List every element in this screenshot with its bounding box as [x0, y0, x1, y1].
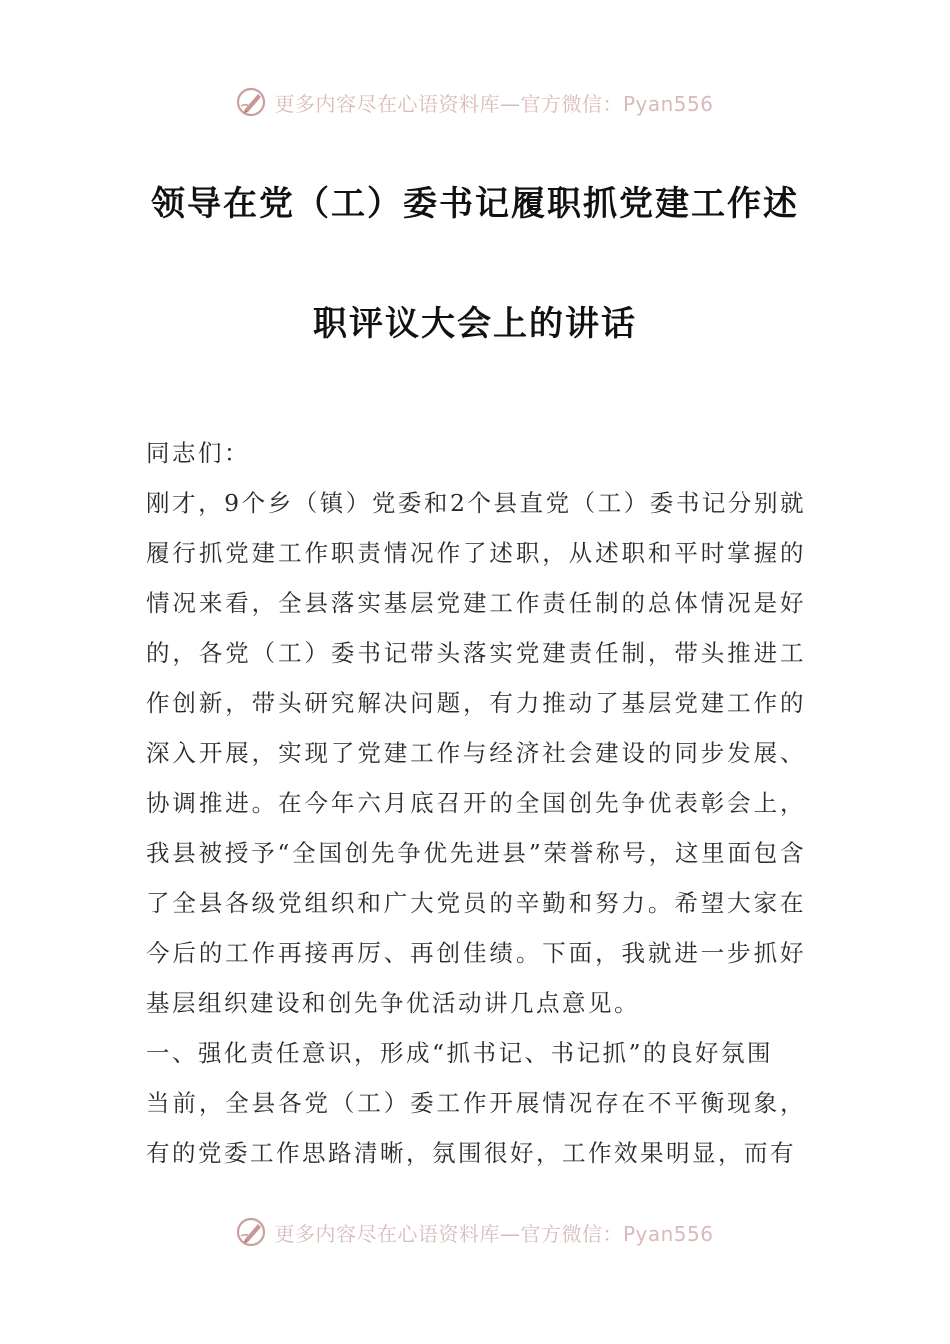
watermark-text: 更多内容尽在心语资料库—官方微信：Pyan556 — [274, 91, 714, 116]
pen-logo-icon — [236, 86, 268, 118]
pen-logo-icon — [236, 1216, 268, 1248]
document-title-line-1: 领导在党（工）委书记履职抓党建工作述 — [151, 184, 799, 224]
document-body — [146, 428, 806, 1178]
watermark-header — [0, 82, 950, 122]
paragraph: 刚才，9个乡（镇）党委和2个县直党（工）委书记分别就履行抓党建工作职责情况作了述职，从述职和平时掌握的情况来看，全县落实基层党建工作责任制的总体情况是好的，各党（工）委书记带头落实党建责任制，带头推进工作创新，带头研究解决问题，有力推动了基层党建工作的深入开展，实现了党建工作与经济社会建设的同步发展、协调推进。在今年六月底召开的全国创先争优表彰会上，我县被授予“全国创先争优先进县”荣誉称号，这里面包含了全县各级党组织和广大党员的辛勤和努力。希望大家在今后的工作再接再厉、再创佳绩。下面，我就进一步抓好基层组织建设和创先争优活动讲几点意见。 — [146, 489, 806, 1017]
section-heading: 一、强化责任意识，形成“抓书记、书记抓”的良好氛围 — [146, 1039, 774, 1067]
document-title-line-2: 职评议大会上的讲话 — [313, 304, 637, 344]
watermark-footer — [0, 1212, 950, 1252]
paragraph: 当前，全县各党（工）委工作开展情况存在不平衡现象，有的党委工作思路清晰，氛围很好，工作效果明显，而有 — [146, 1089, 806, 1167]
salutation: 同志们： — [146, 439, 250, 467]
watermark-text: 更多内容尽在心语资料库—官方微信：Pyan556 — [274, 1221, 714, 1246]
